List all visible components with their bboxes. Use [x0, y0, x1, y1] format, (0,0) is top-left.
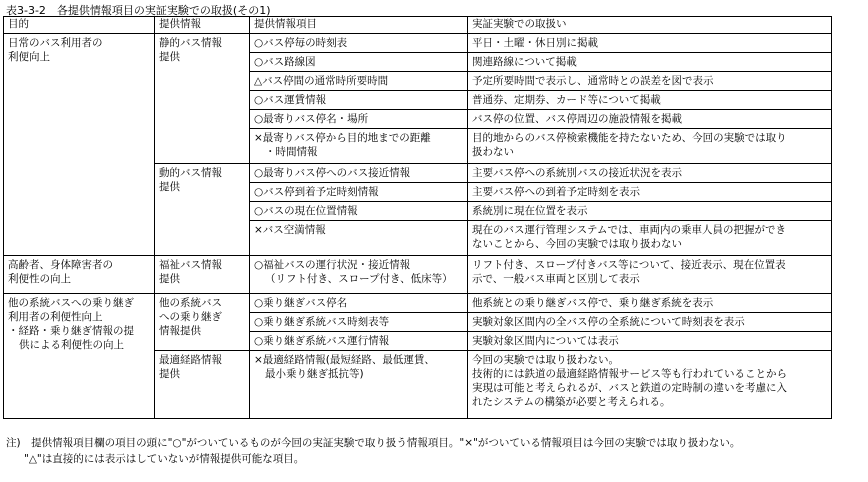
- cell-text: 普通券、定期券、カード等について掲載: [472, 94, 661, 106]
- cell-text: 最小乗り継ぎ抵抗等): [265, 368, 364, 380]
- purpose-cell-transfer: [4, 294, 155, 419]
- cell-text: 現在のバス運行管理システムでは、車両内の乗車人員の把握ができ: [472, 224, 786, 236]
- item-cell: [250, 332, 468, 351]
- cell-text: 主要バス停への到着予定時刻を表示: [472, 186, 640, 198]
- handling-cell: [468, 332, 832, 351]
- cell-text: 提供: [159, 51, 180, 63]
- footnote-1: 注) 提供情報項目欄の項目の頭に"○"がついているものが今回の実証実験で取り扱う情報項目。"×"がついている情報項目は今回の実験では取り扱わない。: [6, 437, 741, 449]
- cell-text: 示で、一般バス車両と区別して表示: [472, 273, 640, 285]
- item-cell: [250, 183, 468, 202]
- cell-text: ○乗り継ぎ系統バス時刻表等: [254, 316, 390, 328]
- purpose-cell-elderly: [4, 256, 155, 294]
- cell-text: ○最寄りバス停へのバス接近情報: [254, 167, 411, 179]
- cell-text: ・経路・乗り継ぎ情報の提: [8, 325, 134, 337]
- cell-text: 関連路線について掲載: [472, 56, 577, 68]
- cell-text: ○乗り継ぎ系統バス運行情報: [254, 335, 390, 347]
- header-handling: 実証実験での取扱い: [468, 17, 832, 34]
- cell-text: ○乗り継ぎバス停名: [254, 297, 348, 309]
- item-cell: [250, 164, 468, 183]
- item-cell: [250, 53, 468, 72]
- cell-text: ○バス運賃情報: [254, 94, 327, 106]
- item-cell: [250, 351, 468, 419]
- cell-text: 他の系統バスへの乗り継ぎ: [8, 297, 134, 309]
- info-cell-route: [155, 351, 250, 419]
- cell-text: 平日・土曜・休日別に掲載: [472, 37, 598, 49]
- cell-text: への乗り継ぎ: [159, 311, 222, 323]
- header-item: 提供情報項目: [250, 17, 468, 34]
- cell-text: 実験対象区間内の全バス停の全系統について時刻表を表示: [472, 316, 745, 328]
- handling-cell: [468, 313, 832, 332]
- cell-text: 他系統との乗り継ぎバス停で、乗り継ぎ系統を表示: [472, 297, 714, 309]
- cell-text: 実現は可能と考えられるが、バスと鉄道の定時制の違いを考慮に入: [472, 382, 787, 394]
- cell-text: ○バス路線図: [254, 56, 316, 68]
- header-info: 提供情報: [155, 17, 250, 34]
- header-purpose: 目的: [4, 17, 155, 34]
- cell-text: 最適経路情報: [159, 354, 222, 366]
- cell-text: 予定所要時間で表示し、通常時との誤差を図で表示: [472, 75, 714, 87]
- cell-text: 静的バス情報: [159, 37, 222, 49]
- handling-cell: [468, 129, 832, 164]
- cell-text: 系統別に現在位置を表示: [472, 205, 588, 217]
- info-cell-welfare: [155, 256, 250, 294]
- info-cell-static: [155, 34, 250, 164]
- cell-text: 主要バス停への系統別バスの接近状況を表示: [472, 167, 682, 179]
- cell-text: リフト付き、スロープ付きバス等について、接近表示、現在位置表: [472, 259, 786, 271]
- info-table: [3, 16, 832, 419]
- item-cell: [250, 221, 468, 256]
- item-cell: [250, 91, 468, 110]
- cell-text: 他の系統バス: [159, 297, 222, 309]
- item-cell: [250, 256, 468, 294]
- cell-text: 利用者の利便性向上: [8, 311, 103, 323]
- handling-cell: [468, 183, 832, 202]
- item-cell: [250, 34, 468, 53]
- cell-text: 動的バス情報: [159, 167, 222, 179]
- cell-text: ×最寄りバス停から目的地までの距離: [254, 132, 431, 144]
- item-cell: [250, 202, 468, 221]
- item-cell: [250, 313, 468, 332]
- cell-text: ないことから、今回の実験では取り扱わない: [472, 238, 682, 250]
- cell-text: ○バス停毎の時刻表: [254, 37, 348, 49]
- cell-text: 利便性の向上: [8, 273, 71, 285]
- cell-text: バス停の位置、バス停周辺の施設情報を掲載: [472, 113, 682, 125]
- handling-cell: [468, 202, 832, 221]
- info-cell-transfer: [155, 294, 250, 351]
- handling-cell: [468, 351, 832, 419]
- cell-text: 利便向上: [8, 51, 50, 63]
- cell-text: 技術的には鉄道の最適経路情報サービス等も行われていることから: [472, 368, 787, 380]
- cell-text: 提供: [159, 181, 180, 193]
- handling-cell: [468, 164, 832, 183]
- handling-cell: [468, 34, 832, 53]
- cell-text: ○バスの現在位置情報: [254, 205, 358, 217]
- cell-text: △バス停間の通常時所要時間: [254, 75, 389, 87]
- handling-cell: [468, 110, 832, 129]
- cell-text: 提供: [159, 273, 180, 285]
- cell-text: 情報提供: [159, 325, 201, 337]
- table-row: [4, 34, 832, 53]
- handling-cell: [468, 72, 832, 91]
- info-cell-dynamic: [155, 164, 250, 256]
- cell-text: （リフト付き、スロープ付き、低床等）: [265, 273, 453, 285]
- cell-text: 高齢者、身体障害者の: [8, 259, 113, 271]
- cell-text: ○最寄りバス停名・場所: [254, 113, 369, 125]
- cell-text: 供による利便性の向上: [19, 339, 124, 351]
- item-cell: [250, 294, 468, 313]
- cell-text: れたシステムの構築が必要と考えられる。: [472, 396, 671, 408]
- handling-cell: [468, 294, 832, 313]
- item-cell: [250, 72, 468, 91]
- handling-cell: [468, 221, 832, 256]
- table-row: [4, 294, 832, 313]
- cell-text: 目的地からのバス停検索機能を持たないため、今回の実験では取り: [472, 132, 787, 144]
- handling-cell: [468, 53, 832, 72]
- item-cell: [250, 110, 468, 129]
- table-title: 表3-3-2 各提供情報項目の実証実験での取扱(その1): [6, 4, 271, 17]
- purpose-cell-daily: [4, 34, 155, 256]
- handling-cell: [468, 91, 832, 110]
- cell-text: 提供: [159, 368, 180, 380]
- cell-text: ○バス停到着予定時刻情報: [254, 186, 379, 198]
- header-row: [4, 17, 832, 34]
- footnote-2: "△"は直接的には表示はしていないが情報提供可能な項目。: [24, 453, 305, 465]
- cell-text: ・時間情報: [265, 146, 318, 158]
- table-row: [4, 256, 832, 294]
- cell-text: 今回の実験では取り扱わない。: [472, 354, 619, 366]
- cell-text: ×最適経路情報(最短経路、最低運賃、: [254, 354, 435, 366]
- cell-text: 日常のバス利用者の: [8, 37, 103, 49]
- cell-text: ×バス空満情報: [254, 224, 326, 236]
- cell-text: 福祉バス情報: [159, 259, 222, 271]
- handling-cell: [468, 256, 832, 294]
- cell-text: 扱わない: [472, 146, 514, 158]
- item-cell: [250, 129, 468, 164]
- cell-text: 実験対象区間内については表示: [472, 335, 619, 347]
- cell-text: ○福祉バスの運行状況・接近情報: [254, 259, 411, 271]
